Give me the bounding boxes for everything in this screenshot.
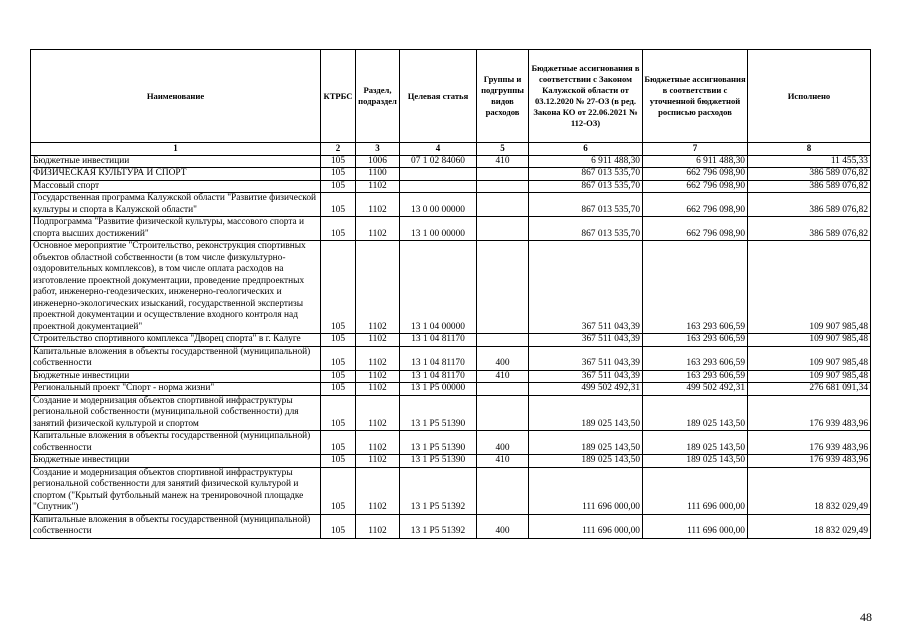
cell-executed: 109 907 985,48 xyxy=(748,334,871,347)
cell-name: Региональный проект "Спорт - норма жизни" xyxy=(31,383,321,396)
cell-name: Капитальные вложения в объекты государственной (муниципальной) собственности xyxy=(31,346,321,370)
cell-section: 1102 xyxy=(356,383,400,396)
cell-group xyxy=(477,193,529,217)
cell-section: 1102 xyxy=(356,455,400,468)
cell-group xyxy=(477,241,529,334)
cell-executed: 386 589 076,82 xyxy=(748,180,871,193)
table-body xyxy=(31,155,871,538)
table-row xyxy=(31,334,871,347)
cell-refined-allocation: 189 025 143,50 xyxy=(643,395,748,431)
cell-ktrbs: 105 xyxy=(321,395,356,431)
budget-sheet xyxy=(30,49,871,539)
cell-executed: 276 681 091,34 xyxy=(748,383,871,396)
cell-law-allocation: 367 511 043,39 xyxy=(529,370,643,383)
cell-target: 13 1 00 00000 xyxy=(400,217,477,241)
header-executed: Исполнено xyxy=(748,50,871,143)
cell-ktrbs: 105 xyxy=(321,155,356,168)
cell-group: 410 xyxy=(477,455,529,468)
cell-name: Массовый спорт xyxy=(31,180,321,193)
cell-group xyxy=(477,180,529,193)
header-section: Раздел, подраздел xyxy=(356,50,400,143)
cell-section: 1006 xyxy=(356,155,400,168)
cell-executed: 18 832 029,49 xyxy=(748,467,871,514)
column-number: 5 xyxy=(477,143,529,156)
cell-executed: 109 907 985,48 xyxy=(748,346,871,370)
cell-law-allocation: 189 025 143,50 xyxy=(529,455,643,468)
header-ktrbs: КТРБС xyxy=(321,50,356,143)
cell-section: 1102 xyxy=(356,467,400,514)
table-row xyxy=(31,383,871,396)
cell-section: 1102 xyxy=(356,431,400,455)
cell-target: 13 1 04 81170 xyxy=(400,346,477,370)
cell-section: 1102 xyxy=(356,334,400,347)
cell-law-allocation: 499 502 492,31 xyxy=(529,383,643,396)
cell-refined-allocation: 6 911 488,30 xyxy=(643,155,748,168)
header-law-allocations: Бюджетные ассигнования в соответствии с Законом Калужской области от 03.12.2020 № 27-ОЗ (в ред. Закона КО от 22.06.2021 № 112-ОЗ) xyxy=(529,50,643,143)
cell-law-allocation: 111 696 000,00 xyxy=(529,514,643,538)
cell-name: Бюджетные инвестиции xyxy=(31,455,321,468)
table-row xyxy=(31,370,871,383)
cell-group: 410 xyxy=(477,155,529,168)
cell-law-allocation: 867 013 535,70 xyxy=(529,180,643,193)
cell-name: Капитальные вложения в объекты государственной (муниципальной) собственности xyxy=(31,431,321,455)
cell-law-allocation: 867 013 535,70 xyxy=(529,168,643,181)
cell-name: Основное мероприятие "Строительство, реконструкция спортивных объектов областной собственности (в том числе физкультурно-оздоровительных комплексов), в том числе оплата расходов на изготовление проектной документации, проведение предпроектных работ, инженерно-геодезических, инженерно-геологических и инженерно-экологических изысканий, государственной экспертизы проектной документации и осуществление входного контроля над проектной документацией" xyxy=(31,241,321,334)
cell-refined-allocation: 163 293 606,59 xyxy=(643,241,748,334)
cell-law-allocation: 111 696 000,00 xyxy=(529,467,643,514)
cell-target: 13 1 04 81170 xyxy=(400,370,477,383)
cell-refined-allocation: 662 796 098,90 xyxy=(643,193,748,217)
table-row xyxy=(31,514,871,538)
table-row xyxy=(31,431,871,455)
cell-section: 1102 xyxy=(356,180,400,193)
header-row xyxy=(31,50,871,143)
column-number-row xyxy=(31,143,871,156)
cell-refined-allocation: 111 696 000,00 xyxy=(643,514,748,538)
budget-table xyxy=(30,49,871,539)
cell-law-allocation: 867 013 535,70 xyxy=(529,217,643,241)
cell-ktrbs: 105 xyxy=(321,193,356,217)
cell-executed: 386 589 076,82 xyxy=(748,217,871,241)
header-refined-allocations: Бюджетные ассигнования в соответствии с уточненной бюджетной росписью расходов xyxy=(643,50,748,143)
cell-group: 400 xyxy=(477,514,529,538)
cell-law-allocation: 189 025 143,50 xyxy=(529,431,643,455)
header-groups: Группы и подгруппы видов расходов xyxy=(477,50,529,143)
table-row xyxy=(31,241,871,334)
cell-law-allocation: 189 025 143,50 xyxy=(529,395,643,431)
cell-target: 13 1 P5 51390 xyxy=(400,395,477,431)
cell-name: Капитальные вложения в объекты государственной (муниципальной) собственности xyxy=(31,514,321,538)
cell-section: 1102 xyxy=(356,241,400,334)
cell-name: Государственная программа Калужской области "Развитие физической культуры и спорта в Калужской области" xyxy=(31,193,321,217)
cell-ktrbs: 105 xyxy=(321,514,356,538)
cell-law-allocation: 367 511 043,39 xyxy=(529,346,643,370)
header-target: Целевая статья xyxy=(400,50,477,143)
cell-group xyxy=(477,334,529,347)
cell-target: 13 1 04 81170 xyxy=(400,334,477,347)
cell-section: 1102 xyxy=(356,370,400,383)
cell-refined-allocation: 163 293 606,59 xyxy=(643,370,748,383)
cell-group xyxy=(477,217,529,241)
cell-law-allocation: 867 013 535,70 xyxy=(529,193,643,217)
cell-ktrbs: 105 xyxy=(321,180,356,193)
column-number: 7 xyxy=(643,143,748,156)
cell-executed: 176 939 483,96 xyxy=(748,455,871,468)
cell-ktrbs: 105 xyxy=(321,334,356,347)
cell-refined-allocation: 189 025 143,50 xyxy=(643,431,748,455)
table-row xyxy=(31,155,871,168)
cell-group xyxy=(477,467,529,514)
cell-ktrbs: 105 xyxy=(321,383,356,396)
cell-target: 13 0 00 00000 xyxy=(400,193,477,217)
cell-executed: 176 939 483,96 xyxy=(748,431,871,455)
cell-name: Подпрограмма "Развитие физической культуры, массового спорта и спорта высших достижений" xyxy=(31,217,321,241)
column-number: 4 xyxy=(400,143,477,156)
cell-group: 410 xyxy=(477,370,529,383)
cell-executed: 176 939 483,96 xyxy=(748,395,871,431)
table-row xyxy=(31,346,871,370)
cell-executed: 18 832 029,49 xyxy=(748,514,871,538)
table-row xyxy=(31,168,871,181)
cell-ktrbs: 105 xyxy=(321,370,356,383)
cell-refined-allocation: 163 293 606,59 xyxy=(643,334,748,347)
cell-refined-allocation: 189 025 143,50 xyxy=(643,455,748,468)
cell-target: 07 1 02 84060 xyxy=(400,155,477,168)
table-row xyxy=(31,395,871,431)
cell-name: Бюджетные инвестиции xyxy=(31,155,321,168)
table-row xyxy=(31,467,871,514)
cell-name: Создание и модернизация объектов спортивной инфраструктуры региональной собственности (муниципальной собственности) для занятий физической культурой и спортом xyxy=(31,395,321,431)
column-number: 1 xyxy=(31,143,321,156)
cell-ktrbs: 105 xyxy=(321,431,356,455)
cell-target: 13 1 04 00000 xyxy=(400,241,477,334)
cell-executed: 11 455,33 xyxy=(748,155,871,168)
table-row xyxy=(31,455,871,468)
cell-section: 1102 xyxy=(356,395,400,431)
cell-refined-allocation: 662 796 098,90 xyxy=(643,180,748,193)
cell-executed: 386 589 076,82 xyxy=(748,193,871,217)
header-name: Наименование xyxy=(31,50,321,143)
page-number: 48 xyxy=(860,610,872,624)
cell-group: 400 xyxy=(477,431,529,455)
cell-refined-allocation: 662 796 098,90 xyxy=(643,168,748,181)
cell-executed: 109 907 985,48 xyxy=(748,241,871,334)
cell-name: ФИЗИЧЕСКАЯ КУЛЬТУРА И СПОРТ xyxy=(31,168,321,181)
cell-law-allocation: 367 511 043,39 xyxy=(529,334,643,347)
table-row xyxy=(31,217,871,241)
cell-name: Строительство спортивного комплекса "Дворец спорта" в г. Калуге xyxy=(31,334,321,347)
cell-group: 400 xyxy=(477,346,529,370)
cell-refined-allocation: 111 696 000,00 xyxy=(643,467,748,514)
cell-section: 1102 xyxy=(356,193,400,217)
cell-law-allocation: 367 511 043,39 xyxy=(529,241,643,334)
cell-target: 13 1 P5 51390 xyxy=(400,455,477,468)
cell-target: 13 1 P5 51392 xyxy=(400,514,477,538)
cell-ktrbs: 105 xyxy=(321,241,356,334)
cell-section: 1102 xyxy=(356,514,400,538)
cell-ktrbs: 105 xyxy=(321,217,356,241)
table-row xyxy=(31,193,871,217)
column-number: 2 xyxy=(321,143,356,156)
column-number: 6 xyxy=(529,143,643,156)
cell-refined-allocation: 163 293 606,59 xyxy=(643,346,748,370)
cell-group xyxy=(477,383,529,396)
cell-executed: 109 907 985,48 xyxy=(748,370,871,383)
cell-law-allocation: 6 911 488,30 xyxy=(529,155,643,168)
cell-name: Создание и модернизация объектов спортивной инфраструктуры региональной собственности для занятий физической культурой и спортом ("Крытый футбольный манеж на тренировочной площадке "Спутник") xyxy=(31,467,321,514)
cell-executed: 386 589 076,82 xyxy=(748,168,871,181)
cell-target: 13 1 P5 51392 xyxy=(400,467,477,514)
cell-group xyxy=(477,395,529,431)
table-row xyxy=(31,180,871,193)
cell-target xyxy=(400,168,477,181)
cell-ktrbs: 105 xyxy=(321,455,356,468)
cell-target xyxy=(400,180,477,193)
cell-group xyxy=(477,168,529,181)
cell-target: 13 1 P5 51390 xyxy=(400,431,477,455)
column-number: 3 xyxy=(356,143,400,156)
cell-section: 1102 xyxy=(356,217,400,241)
cell-ktrbs: 105 xyxy=(321,346,356,370)
cell-section: 1100 xyxy=(356,168,400,181)
column-number: 8 xyxy=(748,143,871,156)
cell-refined-allocation: 499 502 492,31 xyxy=(643,383,748,396)
cell-ktrbs: 105 xyxy=(321,168,356,181)
cell-name: Бюджетные инвестиции xyxy=(31,370,321,383)
cell-ktrbs: 105 xyxy=(321,467,356,514)
cell-section: 1102 xyxy=(356,346,400,370)
cell-refined-allocation: 662 796 098,90 xyxy=(643,217,748,241)
cell-target: 13 1 P5 00000 xyxy=(400,383,477,396)
